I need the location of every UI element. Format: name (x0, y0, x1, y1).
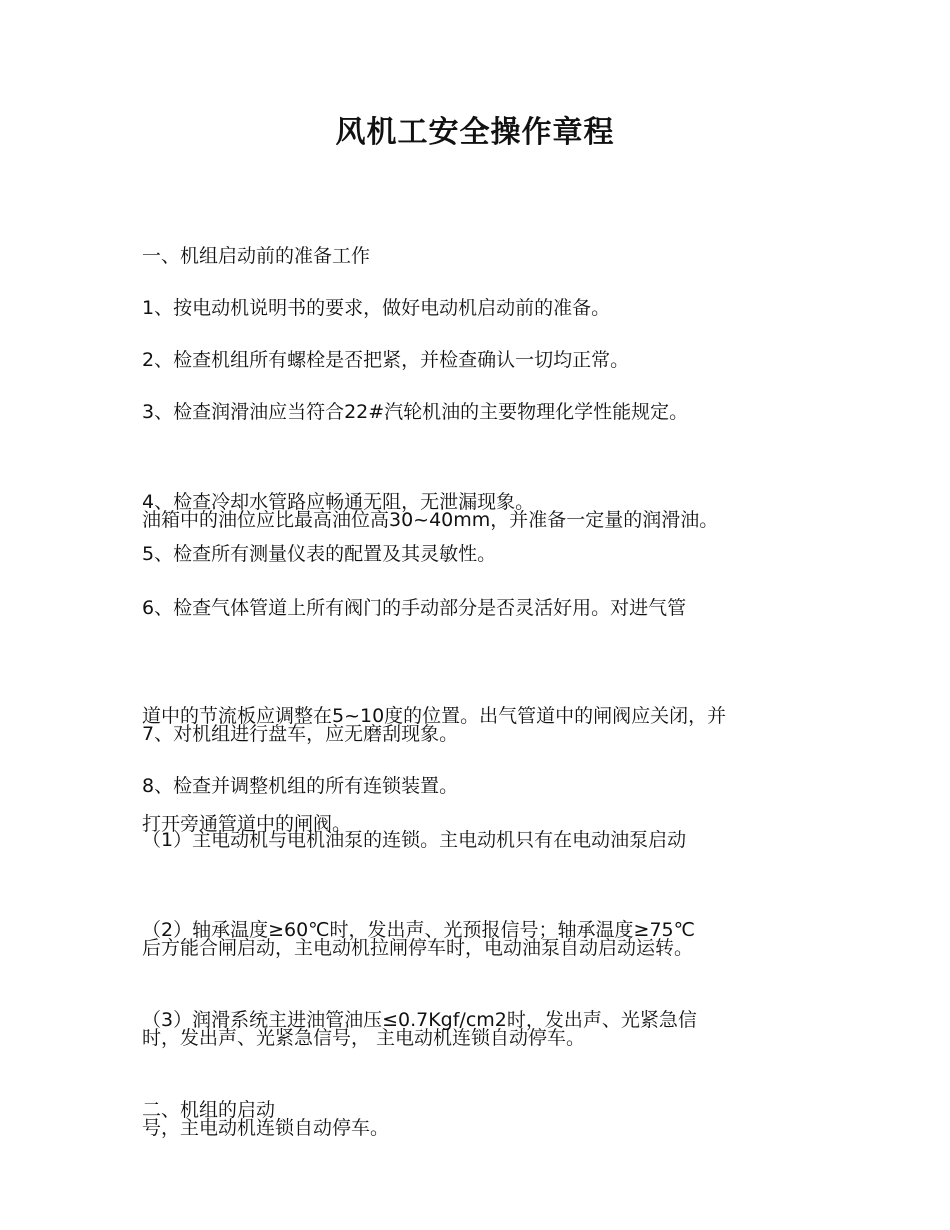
text-line: 道中的节流板应调整在5~10度的位置。出气管道中的闸阀应关闭，并 (142, 705, 727, 727)
text-line: 油箱中的油位应比最高油位高30~40mm，并准备一定量的润滑油。 (142, 509, 719, 531)
section-heading (142, 1020, 810, 1200)
text-line: 4、检查冷却水管路应畅通无阻，无泄漏现象。 (142, 491, 535, 513)
text-line: （2）轴承温度≥60℃时，发出声、光预报信号；轴承温度≥75℃ (142, 919, 695, 941)
text-line: 一、机组启动前的准备工作 (142, 245, 371, 267)
text-line: 7、对机组进行盘车，应无磨刮现象。 (142, 723, 459, 745)
text-line: 时，发出声、光紧急信号， 主电动机连锁自动停车。 (142, 1027, 586, 1049)
text-line: 号，主电动机连锁自动停车。 (142, 1117, 390, 1139)
text-line: 后方能合闸启动，主电动机拉闸停车时，电动油泵自动启动运转。 (142, 937, 694, 959)
text-line: 二、机组的启动 (142, 1099, 276, 1121)
text-line: （3）润滑系统主进油管油压≤0.7Kgf/cm2时，发出声、光紧急信 (142, 1009, 697, 1031)
text-line: （1）主电动机与电机油泵的连锁。主电动机只有在电动油泵启动 (142, 829, 687, 851)
text-line: 打开旁通管道中的闸阀。 (142, 813, 352, 835)
text-line: 1、按电动机说明书的要求，做好电动机启动前的准备。 (142, 297, 611, 319)
text-line: 5、检查所有测量仪表的配置及其灵敏性。 (142, 543, 497, 565)
text-line: 2、检查机组所有螺栓是否把紧，并检查确认一切均正常。 (142, 349, 630, 371)
text-line: 8、检查并调整机组的所有连锁装置。 (142, 775, 459, 797)
document-title: 风机工安全操作章程 (335, 115, 615, 150)
text-line: 3、检查润滑油应当符合22#汽轮机油的主要物理化学性能规定。 (142, 401, 689, 423)
text-line: 6、检查气体管道上所有阀门的手动部分是否灵活好用。对进气管 (142, 597, 687, 619)
